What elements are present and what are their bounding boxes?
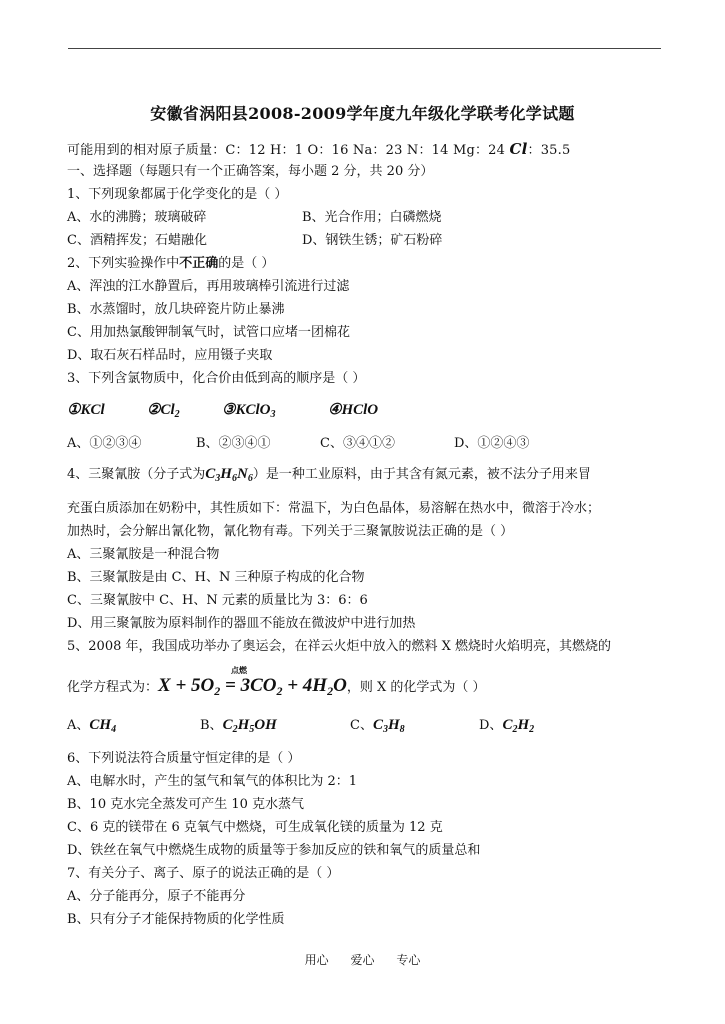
question-5-option-b: B、$C_2H_5OH$ [200, 717, 277, 735]
question-6-option-c: C、6 克的镁带在 6 克氧气中燃烧，可生成氧化镁的质量为 12 克 [67, 820, 443, 835]
atomic-mass-cl: Cl [509, 140, 528, 158]
question-6-option-a: A、电解水时，产生的氢气和氧气的体积比为 2：1 [67, 774, 358, 789]
atomic-mass-prefix: 可能用到的相对原子质量：C：12 H：1 O：16 Na：23 N：14 Mg：24 [67, 143, 510, 158]
question-6-option-b: B、10 克水完全蒸发可产生 10 克水蒸气 [67, 797, 305, 812]
question-1-option-d: D、钢铁生锈；矿石粉碎 [302, 233, 443, 248]
question-7-stem: 7、有关分子、离子、原子的说法正确的是（ ） [67, 866, 340, 881]
question-4-option-a: A、三聚氰胺是一种混合物 [67, 547, 220, 562]
question-4-stem [67, 466, 591, 487]
question-1-option-c: C、酒精挥发；石蜡融化 [67, 233, 207, 248]
footer-text-2: 爱心 [350, 953, 375, 967]
substance-4: ④HClO [328, 402, 379, 418]
melamine-formula: $C_3H_6N_6$ [205, 466, 253, 484]
page-title: 安徽省涡阳县2008-2009学年度九年级化学联考化学试题 [150, 104, 575, 123]
atomic-mass-suffix: ：35.5 [527, 143, 571, 158]
question-5-stem: 5、2008 年，我国成功举办了奥运会，在祥云火炬中放入的燃料 X 燃烧时火焰明亮，其燃烧的 [67, 639, 612, 654]
ignition-condition: 点燃 [231, 666, 248, 675]
question-3-option-c: C、③④①② [320, 436, 395, 451]
combustion-equation: 点燃 $X + 5O_2 = 3CO_2 + 4H_2O$ [158, 675, 347, 696]
question-2-option-b: B、水蒸馏时，放几块碎瓷片防止暴沸 [67, 302, 285, 317]
question-4-stem-post: ）是一种工业原料，由于其含有氮元素，被不法分子用来冒 [252, 467, 591, 482]
question-7-option-a: A、分子能再分，原子不能再分 [67, 889, 246, 904]
question-1-option-b: B、光合作用；白磷燃烧 [302, 210, 442, 225]
header-rule [68, 48, 661, 49]
question-1-option-a: A、水的沸腾；玻璃破碎 [67, 210, 207, 225]
question-6-option-d: D、铁丝在氧气中燃烧生成物的质量等于参加反应的铁和氧气的质量总和 [67, 843, 481, 858]
question-5-option-c: C、$C_3H_8$ [350, 717, 405, 735]
substance-3: ③KClO$_3$ [222, 402, 276, 420]
question-1-stem: 1、下列现象都属于化学变化的是（ ） [67, 187, 288, 202]
substance-1: ①KCl [67, 402, 105, 418]
footer-text-3: 专心 [396, 953, 421, 967]
section-heading: 一、选择题（每题只有一个正确答案，每小题 2 分，共 20 分） [67, 164, 434, 179]
question-4-option-d: D、用三聚氰胺为原料制作的器皿不能放在微波炉中进行加热 [67, 616, 416, 631]
question-4-option-c: C、三聚氰胺中 C、H、N 元素的质量比为 3：6：6 [67, 593, 368, 608]
question-2-stem-emphasis: 不正确 [179, 256, 219, 271]
question-5-equation-prefix: 化学方程式为： [67, 680, 159, 695]
question-4-line-2: 充蛋白质添加在奶粉中，其性质如下：常温下，为白色晶体，易溶解在热水中，微溶于冷水； [67, 501, 601, 516]
question-4-line-3: 加热时，会分解出氰化物，氰化物有毒。下列关于三聚氰胺说法正确的是（ ） [67, 524, 514, 539]
question-5-equation-suffix: ，则 X 的化学式为（ ） [346, 680, 486, 695]
question-3-option-d: D、①②④③ [454, 436, 530, 451]
page-footer [0, 951, 725, 968]
atomic-mass-line [67, 141, 570, 159]
substance-2: $②Cl_2$ [147, 402, 180, 420]
question-2-stem-pre: 2、下列实验操作中 [67, 256, 180, 271]
question-4-stem-pre: 4、三聚氰胺（分子式为 [67, 467, 206, 482]
question-2-option-c: C、用加热氯酸钾制氧气时，试管口应堵一团棉花 [67, 325, 350, 340]
question-4-option-b: B、三聚氰胺是由 C、H、N 三种原子构成的化合物 [67, 570, 365, 585]
footer-text-1: 用心 [304, 953, 329, 967]
question-7-option-b: B、只有分子才能保持物质的化学性质 [67, 912, 285, 927]
question-2-option-a: A、浑浊的江水静置后，再用玻璃棒引流进行过滤 [67, 279, 350, 294]
question-2-stem-post: 的是（ ） [218, 256, 275, 271]
question-3-option-a: A、①②③④ [67, 436, 142, 451]
question-2-option-d: D、取石灰石样品时，应用镊子夹取 [67, 348, 273, 363]
question-5-equation-line [67, 666, 486, 699]
question-5-option-a: A、$CH_4$ [67, 717, 117, 735]
question-3-option-b: B、②③④① [196, 436, 271, 451]
question-3-stem: 3、下列含氯物质中，化合价由低到高的顺序是（ ） [67, 371, 366, 386]
question-2-stem [67, 256, 274, 272]
question-5-option-d: D、$C_2H_2$ [479, 717, 535, 735]
question-6-stem: 6、下列说法符合质量守恒定律的是（ ） [67, 751, 301, 766]
